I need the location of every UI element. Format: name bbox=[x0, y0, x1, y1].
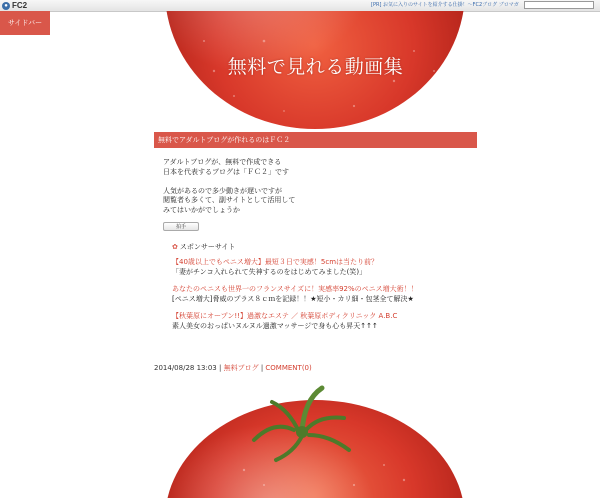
ad-title-link[interactable]: 【秋葉原にオープン!!】過激なエステ ／ 秋葉原ボディクリニック A.B.C bbox=[172, 312, 398, 320]
entry-body-line: 日本を代表するブログは「ＦＣ２」です bbox=[163, 167, 289, 176]
footer-separator: | bbox=[260, 364, 264, 372]
fc2-logo[interactable] bbox=[2, 0, 27, 11]
entry-category-link[interactable]: 無料ブログ bbox=[223, 364, 259, 372]
entry-title[interactable]: 無料でアダルトブログが作れるのはＦＣ２ bbox=[154, 132, 477, 148]
sidebar-toggle-button[interactable]: サイドバー bbox=[0, 11, 50, 35]
entry-comment-link[interactable]: COMMENT(0) bbox=[265, 364, 312, 372]
entry-body-line: みてはいかがでしょうか bbox=[163, 205, 240, 214]
sponsor-heading bbox=[172, 242, 235, 252]
ad-item bbox=[172, 312, 472, 331]
entry-body-line: 閲覧者も多くて、副サイトとして活用して bbox=[163, 196, 296, 205]
clap-label: 拍手 bbox=[175, 224, 186, 230]
entry-date: 2014/08/28 13:03 bbox=[154, 364, 217, 372]
fc2-pr-link[interactable]: [PR] お気に入りのサイトを紹介する仕掛！～FC2ブログ ブロマガ bbox=[371, 2, 519, 8]
entry-body-line: アダルトブログが、無料で作成できる bbox=[163, 158, 282, 166]
sponsor-icon: ✿ bbox=[172, 243, 178, 251]
ad-description: [ペニス増大]脅威のプラス８ｃｍを記録！！★短小・カリ細・包茎全て解決★ bbox=[172, 294, 414, 303]
entry-footer bbox=[154, 363, 312, 373]
ad-item bbox=[172, 285, 472, 304]
blog-title[interactable]: 無料で見れる動画集 bbox=[227, 56, 404, 78]
ad-description: 素人美女のおっぱいヌルヌル過激マッサージで身も心も昇天↑↑↑ bbox=[172, 321, 378, 330]
footer-tomato-graphic bbox=[154, 380, 477, 498]
fc2-logo-icon: ● bbox=[2, 2, 10, 10]
clap-button[interactable] bbox=[163, 222, 199, 231]
ad-title-link[interactable]: 【40歳以上でもペニス増大】最短３日で実感！5cmは当たり前？ bbox=[172, 258, 379, 266]
ad-title-link[interactable]: あなたのペニスも世界一のフランスサイズに！実感率92%のペニス増大術！！ bbox=[172, 285, 418, 293]
ad-description: 「妻がチンコ入れられて失神するのをはじめてみました(笑)」 bbox=[172, 267, 367, 276]
entry-body-gap bbox=[163, 177, 463, 187]
entry-body-line: 人気があるので多少動きが遅いですが bbox=[163, 186, 282, 195]
fc2-logo-text: FC2 bbox=[12, 1, 28, 10]
entry-body bbox=[163, 158, 463, 216]
fc2-search-input[interactable] bbox=[524, 1, 594, 9]
footer-tomato-image bbox=[154, 380, 477, 498]
sponsor-heading-text: スポンサーサイト bbox=[179, 243, 236, 251]
ad-item bbox=[172, 258, 472, 277]
footer-separator: | bbox=[218, 364, 222, 372]
